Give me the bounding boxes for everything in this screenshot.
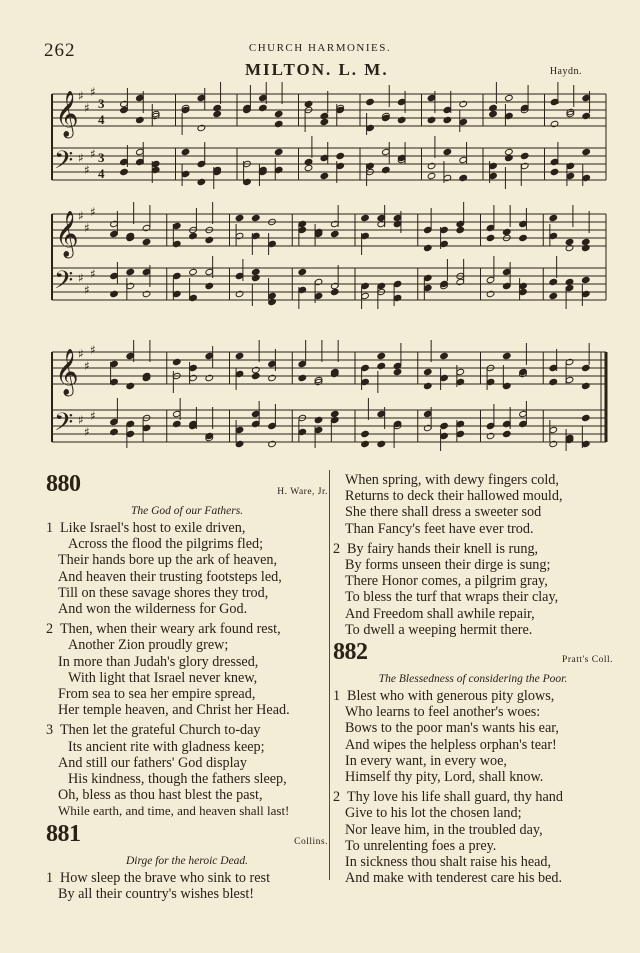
- note-head: [440, 352, 449, 359]
- note-head: [330, 230, 339, 237]
- hymn-880-header: [46, 471, 328, 504]
- right-column: [333, 472, 613, 886]
- note-head: [393, 368, 402, 375]
- note-head: [582, 112, 591, 119]
- note-head: [251, 366, 260, 373]
- note-head: [189, 232, 198, 239]
- treble-clef-icon: 𝄞: [55, 349, 79, 395]
- note-head: [235, 290, 244, 297]
- verse-line: Till on these savage shores they trod,: [58, 584, 269, 601]
- note-head: [550, 120, 559, 127]
- verse-line: Than Fancy's feet have ever trod.: [345, 520, 534, 537]
- note-head: [377, 352, 386, 359]
- note-head: [382, 166, 391, 173]
- verse-line: Their hands bore up the ark of heaven,: [58, 552, 278, 569]
- time-signature-bottom: 4: [98, 112, 105, 127]
- stanza: [333, 688, 613, 785]
- note-head: [581, 364, 590, 371]
- note-head: [581, 238, 590, 245]
- hymn-author: Collins.: [294, 836, 328, 847]
- note-head: [565, 238, 574, 245]
- note-head: [268, 374, 277, 381]
- note-head: [581, 276, 590, 283]
- sharp-icon: ♯: [84, 283, 90, 297]
- note-head: [110, 428, 119, 435]
- bass-clef-icon: 𝄢: [54, 146, 74, 181]
- verse-line: Her temple heaven, and Christ her Head.: [58, 702, 290, 719]
- note-head: [440, 422, 449, 429]
- note-head: [274, 110, 283, 117]
- treble-clef-icon: 𝄞: [55, 91, 79, 137]
- note-head: [251, 214, 260, 221]
- note-head: [235, 352, 244, 359]
- note-head: [505, 94, 514, 101]
- note-head: [142, 290, 151, 297]
- note-head: [366, 98, 375, 105]
- verse-line: From sea to sea her empire spread,: [58, 686, 256, 703]
- verse-number: 1: [46, 869, 54, 886]
- verse-line: How sleep the brave who sink to rest: [60, 869, 271, 886]
- running-title: CHURCH HARMONIES.: [248, 42, 392, 54]
- note-head: [377, 440, 386, 447]
- note-head: [251, 372, 260, 379]
- note-head: [259, 104, 268, 111]
- note-head: [502, 352, 511, 359]
- note-head: [550, 168, 559, 175]
- verse-line: Blest who with generous pity glows,: [347, 688, 555, 705]
- note-head: [251, 268, 260, 275]
- note-head: [459, 174, 468, 181]
- sharp-icon: ♯: [84, 101, 90, 115]
- verse-line: Who learns to feel another's woes:: [345, 704, 541, 721]
- verse-line: Like Israel's host to exile driven,: [60, 520, 246, 536]
- note-head: [427, 162, 436, 169]
- verse-line: Nor leave him, in the troubled day,: [345, 821, 543, 838]
- note-head: [361, 440, 370, 447]
- note-head: [189, 268, 198, 275]
- verse-number: 1: [333, 688, 341, 705]
- note-head: [423, 368, 432, 375]
- verse-line: Then, when their weary ark found rest,: [60, 621, 281, 638]
- note-head: [274, 120, 283, 127]
- note-head: [502, 430, 511, 437]
- note-head: [120, 168, 129, 175]
- verse-line: She there shall dress a sweeter sod: [345, 504, 542, 521]
- note-head: [549, 378, 558, 385]
- verse-line: And make with tenderest care his bed.: [345, 870, 563, 887]
- note-head: [519, 234, 528, 241]
- note-head: [423, 382, 432, 389]
- verse-line: Give to his lot the chosen land;: [345, 805, 522, 822]
- sharp-icon: ♯: [90, 205, 96, 219]
- note-head: [136, 116, 145, 123]
- stanza-continued: [333, 472, 613, 537]
- hymn-author: H. Ware, Jr.: [277, 487, 328, 497]
- note-head: [443, 116, 452, 123]
- verse-line: In every want, in every woe,: [345, 752, 507, 769]
- note-head: [314, 416, 323, 423]
- verse-line: To unrelenting foes a prey.: [345, 837, 497, 854]
- verse-line: And wipes the helpless orphan's tear!: [345, 736, 557, 753]
- hymn-881-header: [46, 820, 328, 854]
- note-head: [181, 148, 190, 155]
- note-head: [172, 358, 181, 365]
- verse-line: Returns to deck their hallowed mould,: [345, 488, 563, 505]
- note-head: [172, 420, 181, 427]
- note-head: [459, 100, 468, 107]
- note-head: [268, 440, 277, 447]
- note-head: [274, 148, 283, 155]
- verse-line: And heaven their trusting footsteps led,: [58, 568, 282, 585]
- note-head: [235, 214, 244, 221]
- verse-line: With light that Israel never knew,: [68, 669, 258, 686]
- stanza: [46, 870, 328, 902]
- sharp-icon: ♯: [84, 221, 90, 235]
- verse-line: In sickness thou shalt raise his head,: [345, 854, 552, 871]
- verse-line: Then let the grateful Church to-day: [60, 722, 261, 739]
- verse-line: Bows to the poor man's wants his ear,: [345, 720, 559, 737]
- note-head: [443, 148, 452, 155]
- note-head: [423, 244, 432, 251]
- note-head: [126, 268, 135, 275]
- note-head: [336, 152, 345, 159]
- sharp-icon: ♯: [78, 413, 84, 427]
- note-head: [505, 154, 514, 161]
- hymn-title: Dirge for the heroic Dead.: [125, 854, 249, 867]
- note-head: [298, 374, 307, 381]
- note-head: [549, 214, 558, 221]
- note-head: [456, 226, 465, 233]
- sharp-icon: ♯: [90, 85, 96, 99]
- hymn-number: 881: [46, 820, 81, 847]
- stanza: [46, 621, 328, 718]
- hymn-title: The God of our Fathers.: [130, 505, 244, 517]
- verse-line: By fairy hands their knell is rung,: [347, 540, 539, 557]
- note-head: [520, 152, 529, 159]
- note-head: [549, 292, 558, 299]
- note-head: [581, 382, 590, 389]
- sharp-icon: ♯: [84, 359, 90, 373]
- note-head: [581, 414, 590, 421]
- note-head: [320, 112, 329, 119]
- note-head: [549, 278, 558, 285]
- page-number: 262: [44, 40, 76, 61]
- note-head: [565, 278, 574, 285]
- note-head: [251, 274, 260, 281]
- note-head: [205, 236, 214, 243]
- verse-number: 1: [46, 520, 54, 536]
- note-head: [505, 148, 514, 155]
- verse-line: And still our fathers' God display: [58, 754, 247, 771]
- verse-line: While earth, and time, and heaven shall last!: [58, 803, 290, 819]
- verse-line: In more than Judah's glory dressed,: [58, 653, 259, 670]
- note-head: [330, 288, 339, 295]
- verse-line: To dwell a weeping hermit there.: [345, 621, 533, 638]
- verse-line: When spring, with dewy fingers cold,: [345, 472, 559, 488]
- sharp-icon: ♯: [78, 347, 84, 361]
- column-divider: [329, 470, 330, 880]
- note-head: [213, 104, 222, 111]
- note-head: [205, 282, 214, 289]
- note-head: [320, 172, 329, 179]
- verse-line: By all their country's wishes blest!: [58, 885, 255, 902]
- verse-line: Oh, bless as thou hast blest the past,: [58, 787, 263, 804]
- hymn-882-header: [333, 639, 613, 672]
- sharp-icon: ♯: [90, 343, 96, 357]
- verse-line: There Honor comes, a pilgrim gray,: [345, 573, 548, 590]
- note-head: [502, 228, 511, 235]
- verse-line: His kindness, though the fathers sleep,: [68, 771, 287, 788]
- note-head: [298, 268, 307, 275]
- verse-line: Himself thy pity, Lord, shall know.: [345, 769, 544, 786]
- note-head: [486, 234, 495, 241]
- verse-line: And Freedom shall awhile repair,: [345, 605, 535, 622]
- verse-line: Another Zion proudly grew;: [68, 637, 229, 654]
- note-head: [427, 116, 436, 123]
- note-head: [581, 244, 590, 251]
- left-column: [46, 471, 328, 902]
- sharp-icon: ♯: [84, 163, 90, 177]
- verse-line: Its ancient rite with gladness keep;: [68, 738, 265, 755]
- tune-composer: Haydn.: [549, 66, 582, 77]
- note-head: [427, 172, 436, 179]
- note-head: [320, 118, 329, 125]
- note-head: [126, 382, 135, 389]
- time-signature-top: 3: [98, 150, 105, 165]
- note-head: [361, 214, 370, 221]
- sharp-icon: ♯: [78, 271, 84, 285]
- sharp-icon: ♯: [78, 209, 84, 223]
- note-head: [197, 124, 206, 131]
- note-head: [489, 104, 498, 111]
- note-head: [213, 110, 222, 117]
- stanza: [333, 789, 613, 886]
- score-staves: [52, 82, 606, 451]
- verse-line: To bless the turf that wraps their clay,: [345, 589, 559, 606]
- note-head: [110, 290, 119, 297]
- note-head: [142, 238, 151, 245]
- sharp-icon: ♯: [84, 425, 90, 439]
- time-signature-top: 3: [98, 96, 105, 111]
- note-head: [361, 430, 370, 437]
- sharp-icon: ♯: [90, 409, 96, 423]
- treble-clef-icon: 𝄞: [55, 211, 79, 257]
- sharp-icon: ♯: [90, 267, 96, 281]
- hymn-author: Pratt's Coll.: [562, 655, 613, 666]
- hymn-number: 882: [333, 639, 368, 666]
- note-head: [205, 374, 214, 381]
- note-head: [304, 100, 313, 107]
- verse-number: 2: [46, 621, 54, 638]
- sharp-icon: ♯: [78, 89, 84, 103]
- verse-line: Across the flood the pilgrims fled;: [68, 536, 264, 553]
- music-score: [0, 0, 640, 470]
- verse-line: Thy love his life shall guard, thy hand: [347, 789, 563, 806]
- note-head: [582, 148, 591, 155]
- sharp-icon: ♯: [90, 147, 96, 161]
- bass-clef-icon: 𝄢: [54, 408, 74, 443]
- note-head: [486, 290, 495, 297]
- stanza: [333, 541, 613, 638]
- hymn-number: 880: [46, 471, 81, 497]
- note-head: [397, 116, 406, 123]
- time-signature-bottom: 4: [98, 166, 105, 181]
- note-head: [197, 178, 206, 185]
- note-head: [489, 110, 498, 117]
- sharp-icon: ♯: [78, 151, 84, 165]
- verse-line: And won the wilderness for God.: [58, 601, 248, 618]
- note-head: [330, 410, 339, 417]
- note-head: [565, 244, 574, 251]
- verse-number: 3: [46, 722, 54, 739]
- hymn-title: The Blessedness of considering the Poor.: [378, 673, 568, 686]
- verse-number: 2: [333, 789, 341, 806]
- note-head: [304, 164, 313, 171]
- verse-number: 2: [333, 540, 341, 557]
- note-head: [377, 362, 386, 369]
- note-head: [304, 158, 313, 165]
- stanza: [46, 520, 328, 617]
- note-head: [486, 432, 495, 439]
- stanza: [46, 722, 328, 819]
- bass-clef-icon: 𝄢: [54, 266, 74, 301]
- verse-line: By forms unseen their dirge is sung;: [345, 557, 551, 574]
- tune-name: MILTON. L. M.: [245, 60, 389, 79]
